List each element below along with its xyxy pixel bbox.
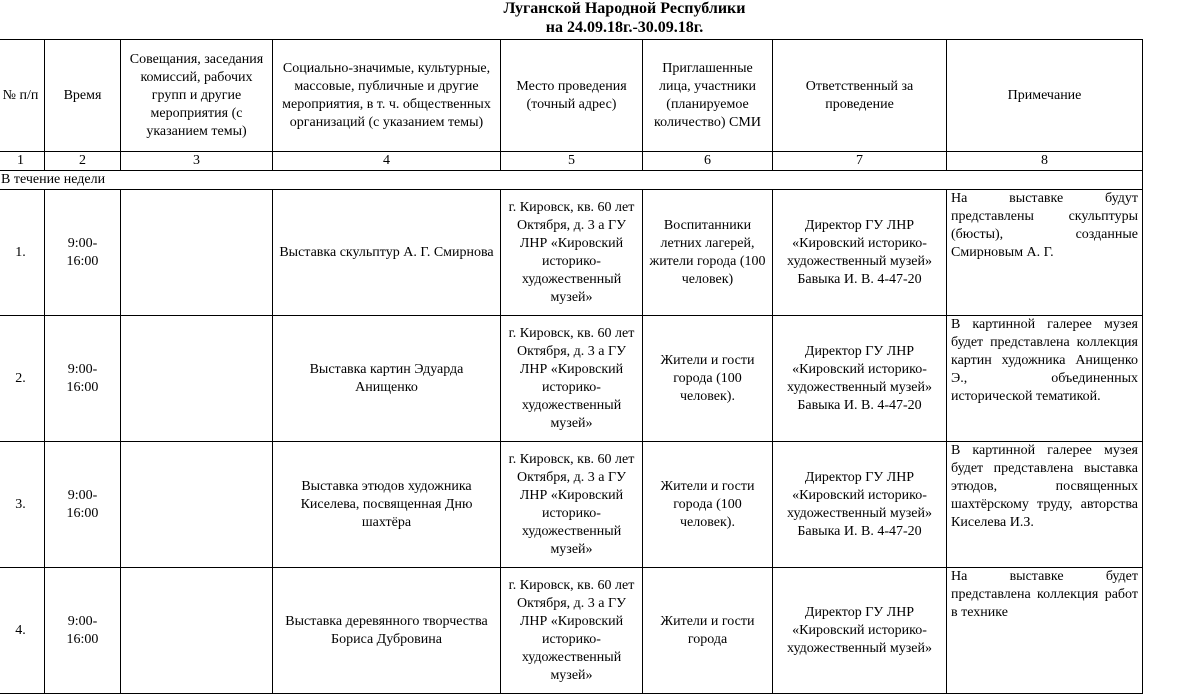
column-number: 5 — [501, 152, 643, 171]
document-title-line-2: на 24.09.18г.-30.09.18г. — [545, 19, 704, 36]
row-number: 1. — [0, 190, 45, 316]
row-time — [45, 190, 121, 316]
header-responsible: Ответственный за проведение — [773, 40, 947, 152]
row-place: г. Кировск, кв. 60 лет Октября, д. 3 а ГУ ЛНР «Кировский историко-художественный музей» — [501, 190, 643, 316]
row-place: г. Кировск, кв. 60 лет Октября, д. 3 а ГУ ЛНР «Кировский историко-художественный музей» — [501, 568, 643, 694]
header-num: № п/п — [0, 40, 45, 152]
row-meetings — [121, 442, 273, 568]
header-note: Примечание — [947, 40, 1143, 152]
row-meetings — [121, 568, 273, 694]
row-meetings — [121, 190, 273, 316]
row-event: Выставка картин Эдуарда Анищенко — [273, 316, 501, 442]
table-row — [0, 442, 1143, 568]
row-responsible: Директор ГУ ЛНР «Кировский историко-художественный музей» Бавыка И. В. 4-47-20 — [773, 316, 947, 442]
column-number: 4 — [273, 152, 501, 171]
row-note: На выставке будут представлены скульптуры (бюсты), созданные Смирновым А. Г. — [947, 190, 1143, 316]
section-row — [0, 171, 1143, 190]
row-time-text: 9:00- 16:00 — [66, 235, 99, 269]
row-time — [45, 442, 121, 568]
table-row — [0, 568, 1143, 694]
row-time-text: 9:00- 16:00 — [66, 613, 99, 647]
row-event: Выставка скульптур А. Г. Смирнова — [273, 190, 501, 316]
section-label: В течение недели — [0, 171, 1143, 190]
row-note: На выставке будет представлена коллекция работ в технике — [947, 568, 1143, 694]
row-number: 4. — [0, 568, 45, 694]
row-time — [45, 568, 121, 694]
column-number: 1 — [0, 152, 45, 171]
row-invited: Жители и гости города — [643, 568, 773, 694]
row-note: В картинной галерее музея будет представлена коллекция картин художника Анищенко Э., объединенных исторической тематикой. — [947, 316, 1143, 442]
column-number: 8 — [947, 152, 1143, 171]
row-time — [45, 316, 121, 442]
column-number: 3 — [121, 152, 273, 171]
schedule-table — [0, 39, 1143, 694]
row-number: 3. — [0, 442, 45, 568]
header-events: Социально-значимые, культурные, массовые, публичные и другие мероприятия, в т. ч. общественных организаций (с указанием темы) — [273, 40, 501, 152]
row-time-text: 9:00- 16:00 — [66, 487, 99, 521]
table-header-row — [0, 40, 1143, 152]
column-number-row — [0, 152, 1143, 171]
header-invited: Приглашенные лица, участники (планируемое количество) СМИ — [643, 40, 773, 152]
header-meetings: Совещания, заседания комиссий, рабочих групп и другие мероприятия (с указанием темы) — [121, 40, 273, 152]
row-invited: Воспитанники летних лагерей, жители города (100 человек) — [643, 190, 773, 316]
row-note: В картинной галерее музея будет представлена выставка этюдов, посвященных шахтёрскому труду, авторства Киселева И.З. — [947, 442, 1143, 568]
document-title-line-1: Луганской Народной Республики — [503, 0, 746, 17]
row-event: Выставка этюдов художника Киселева, посвященная Дню шахтёра — [273, 442, 501, 568]
row-invited: Жители и гости города (100 человек). — [643, 442, 773, 568]
row-time-text: 9:00- 16:00 — [66, 361, 99, 395]
column-number: 6 — [643, 152, 773, 171]
row-place: г. Кировск, кв. 60 лет Октября, д. 3 а ГУ ЛНР «Кировский историко-художественный музей» — [501, 316, 643, 442]
row-invited: Жители и гости города (100 человек). — [643, 316, 773, 442]
column-number: 2 — [45, 152, 121, 171]
header-place: Место проведения (точный адрес) — [501, 40, 643, 152]
row-event: Выставка деревянного творчества Бориса Дубровина — [273, 568, 501, 694]
table-row — [0, 190, 1143, 316]
row-meetings — [121, 316, 273, 442]
row-number: 2. — [0, 316, 45, 442]
header-time: Время — [45, 40, 121, 152]
row-responsible: Директор ГУ ЛНР «Кировский историко-художественный музей» Бавыка И. В. 4-47-20 — [773, 442, 947, 568]
table-row — [0, 316, 1143, 442]
row-responsible: Директор ГУ ЛНР «Кировский историко-художественный музей» — [773, 568, 947, 694]
row-responsible: Директор ГУ ЛНР «Кировский историко-художественный музей» Бавыка И. В. 4-47-20 — [773, 190, 947, 316]
column-number: 7 — [773, 152, 947, 171]
row-place: г. Кировск, кв. 60 лет Октября, д. 3 а ГУ ЛНР «Кировский историко-художественный музей» — [501, 442, 643, 568]
